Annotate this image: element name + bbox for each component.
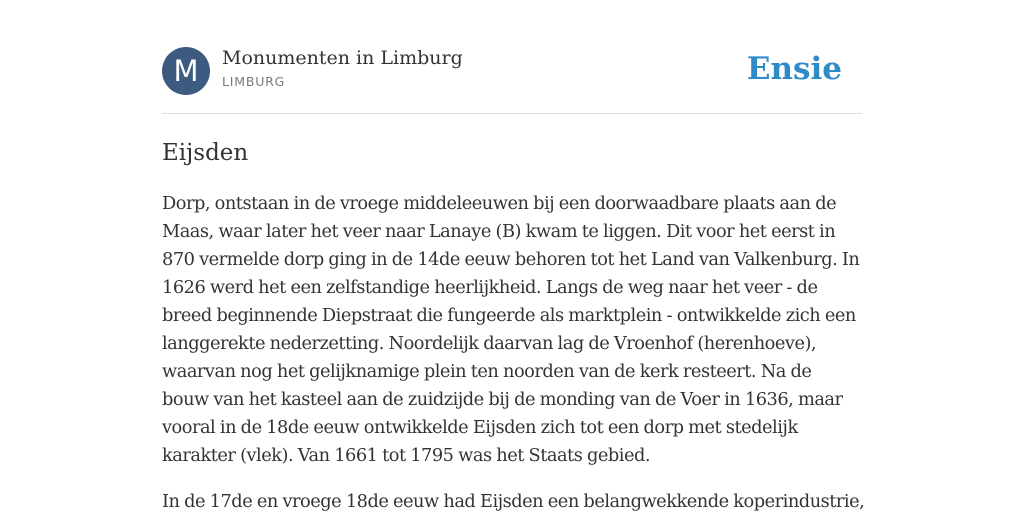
text-line: breed beginnende Diepstraat die fungeerde als marktplein - ontwikkelde zich een xyxy=(162,305,856,326)
book-category-link[interactable]: LIMBURG xyxy=(222,74,286,89)
paragraph-2 xyxy=(162,488,865,512)
paragraph-spacing xyxy=(162,470,862,488)
ensie-logo[interactable]: Ensie xyxy=(746,51,842,87)
book-title-link[interactable]: Monumenten in Limburg xyxy=(222,47,463,69)
header xyxy=(162,46,862,96)
text-line: 870 vermelde dorp ging in de 14de eeuw behoren tot het Land van Valkenburg. In xyxy=(162,249,860,270)
text-line: Dorp, ontstaan in de vroege middeleeuwen bij een doorwaadbare plaats aan de xyxy=(162,193,837,214)
text-line: waarvan nog het gelijknamige plein ten noorden van de kerk resteert. Na de xyxy=(162,361,812,382)
entry-body xyxy=(162,190,865,512)
text-line: bouw van het kasteel aan de zuidzijde bij de monding van de Voer in 1636, maar xyxy=(162,389,843,410)
text-line: vooral in de 18de eeuw ontwikkelde Eijsden zich tot een dorp met stedelijk xyxy=(162,417,798,438)
paragraph-1 xyxy=(162,190,862,470)
text-line: 1626 werd het een zelfstandige heerlijkheid. Langs de weg naar het veer - de xyxy=(162,277,818,298)
header-divider xyxy=(162,113,862,114)
book-avatar[interactable]: M xyxy=(162,47,210,95)
entry-title: Eijsden xyxy=(162,140,249,166)
text-line: karakter (vlek). Van 1661 tot 1795 was het Staats gebied. xyxy=(162,445,651,466)
text-line: Maas, waar later het veer naar Lanaye (B) kwam te liggen. Dit voor het eerst in xyxy=(162,221,836,242)
text-line: langgerekte nederzetting. Noordelijk daarvan lag de Vroenhof (herenhoeve), xyxy=(162,333,817,354)
text-line: In de 17de en vroege 18de eeuw had Eijsden een belangwekkende koperindustrie, xyxy=(162,491,865,512)
